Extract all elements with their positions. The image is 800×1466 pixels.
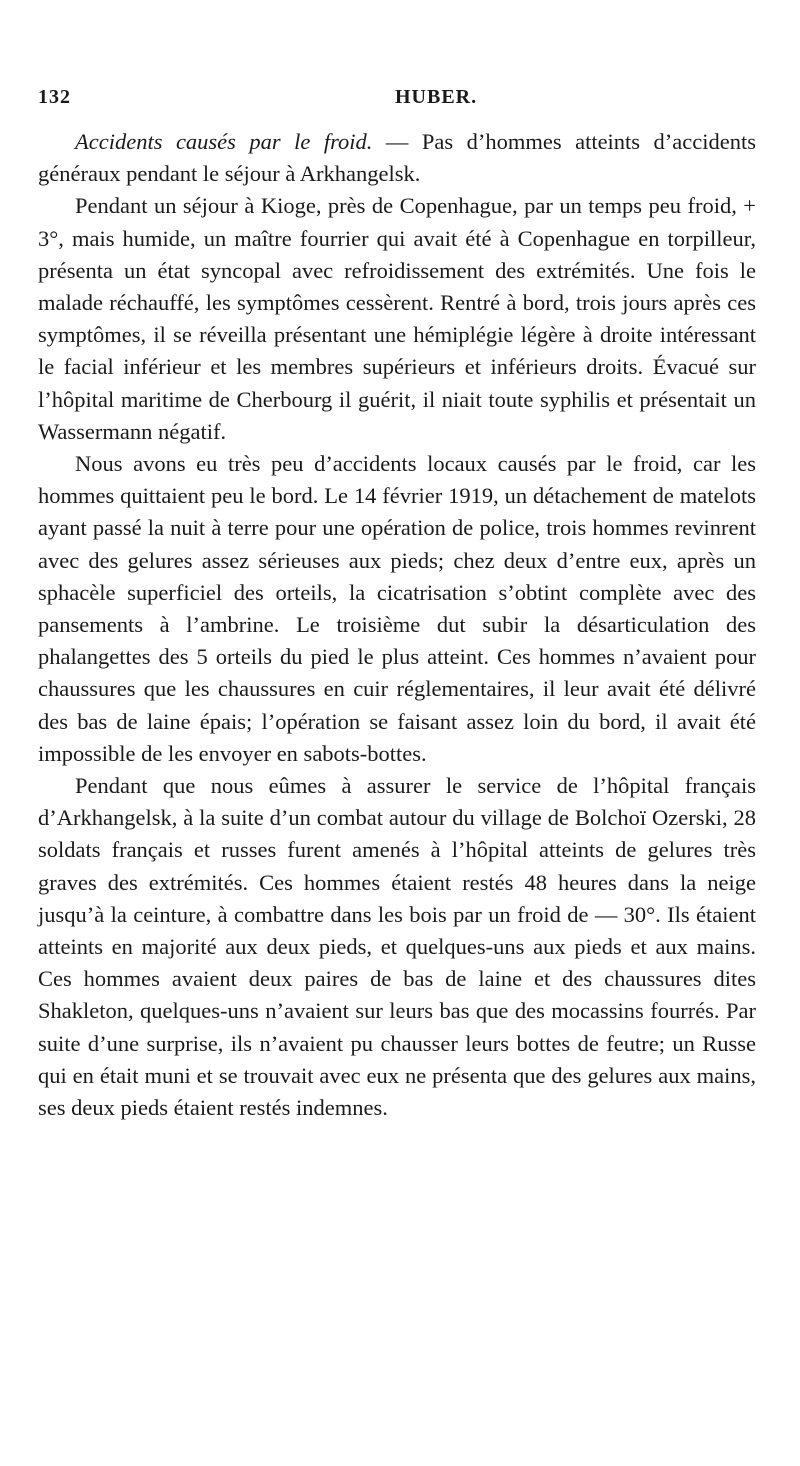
paragraph-2: Pendant un séjour à Kioge, près de Copenhague, par un temps peu froid, + 3°, mais humide, un maître fourrier qui avait été à Copenhague en torpilleur, présenta un état syncopal avec refroidissement des extrémités. Une fois le malade réchauffé, les symptômes cessèrent. Rentré à bord, trois jours après ces symptômes, il se réveilla présentant une hémiplégie légère à droite intéressant le facial inférieur et les membres supérieurs et inférieurs droits. Évacué sur l’hôpital maritime de Cherbourg il guérit, il niait toute syphilis et présentait un Wassermann négatif. [38,193,756,444]
body-text [38,126,756,1124]
running-head: HUBER. [395,86,478,108]
paragraph-1 [38,126,756,190]
section-heading: Accidents causés par le froid. [75,129,373,154]
paragraph-3: Nous avons eu très peu d’accidents locaux causés par le froid, car les hommes quittaient peu le bord. Le 14 février 1919, un détachement de matelots ayant passé la nuit à terre pour une opération de police, trois hommes revinrent avec des gelures assez sérieuses aux pieds; chez deux d’entre eux, après un sphacèle superficiel des orteils, la cicatrisation s’obtint complète avec des pansements à l’ambrine. Le troisième dut subir la désarticulation des phalangettes des 5 orteils du pied le plus atteint. Ces hommes n’avaient pour chaussures que les chaussures en cuir réglementaires, il leur avait été délivré des bas de laine épais; l’opération se faisant assez loin du bord, il avait été impossible de les envoyer en sabots-bottes. [38,451,756,766]
paragraph-4: Pendant que nous eûmes à assurer le service de l’hôpital français d’Arkhangelsk, à la suite d’un combat autour du village de Bolchoï Ozerski, 28 soldats français et russes furent amenés à l’hôpital atteints de gelures très graves des extrémités. Ces hommes étaient restés 48 heures dans la neige jusqu’à la ceinture, à combattre dans les bois par un froid de — 30°. Ils étaient atteints en majorité aux deux pieds, et quelques-uns aux pieds et aux mains. Ces hommes avaient deux paires de bas de laine et des chaussures dites Shakleton, quelques-uns n’avaient sur leurs bas que des mocassins fourrés. Par suite d’une surprise, ils n’avaient pu chausser leurs bottes de feutre; un Russe qui en était muni et se trouvait avec eux ne présenta que des gelures aux mains, ses deux pieds étaient restés indemnes. [38,773,756,1121]
paragraph-1-text: — Pas d’hommes atteints d’accidents généraux pendant le séjour à Arkhangelsk. [38,129,756,187]
page-header [38,86,758,112]
page-number: 132 [38,86,71,108]
